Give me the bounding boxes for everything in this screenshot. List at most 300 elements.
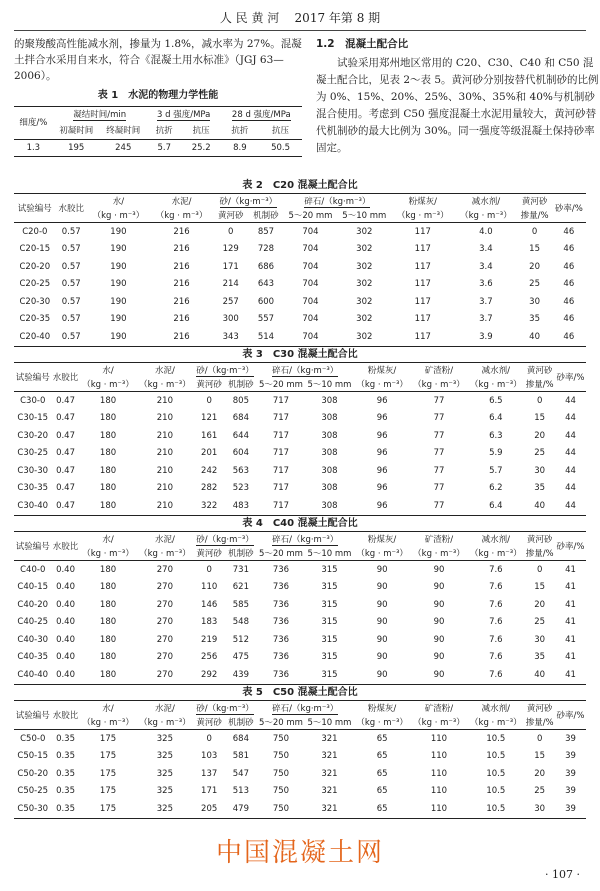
table-cell: 0.57 [61,226,81,237]
h-sand-sub: 机制砂 [228,718,254,728]
h-unit: （kg · m⁻³） [470,549,522,559]
table-cell: 684 [232,733,249,744]
h-flyash: 粉煤灰/ [367,535,397,545]
t1-sub-5: 抗压 [272,126,290,136]
table-cell: 325 [156,733,173,744]
h-yrsand: 黄河砂 [526,535,553,545]
table-cell: 20 [534,430,546,441]
table-row [14,748,586,766]
t1-sub-1: 终凝时间 [106,126,141,136]
table-cell: 46 [563,314,575,325]
table-cell: 190 [110,226,127,237]
h-stone-sub: 5～10 mm [307,549,352,559]
h-unit: （kg · m⁻³） [82,549,134,559]
table-cell: 96 [376,413,388,424]
h-reducer: 减水剂/ [481,704,511,714]
table-cell: 90 [376,669,388,680]
table-cell: 25 [534,786,546,797]
table-row [14,293,586,311]
table-row [14,666,586,684]
h-sand-text: 砂/（kg·m⁻³） [196,366,254,376]
table-cell: 325 [156,803,173,814]
table-cell: 3.4 [479,244,493,255]
table-cell: 321 [321,803,338,814]
table-cell: 77 [433,448,445,459]
table-cell: 121 [201,413,218,424]
table-cell: 523 [232,483,249,494]
h-cement: 水泥/ [154,704,175,714]
table-cell: 736 [272,634,290,645]
table-row [14,241,586,259]
table-cell: 65 [376,733,388,744]
table4-block [14,516,586,685]
table-cell: 548 [232,617,249,628]
table-cell: 475 [232,652,249,663]
table2-body [14,223,586,347]
h-unit: （kg · m⁻³） [460,211,512,221]
table-cell: 704 [302,279,319,290]
table-cell: 308 [321,500,338,511]
table3 [14,362,586,516]
table-cell: 90 [376,599,388,610]
table-cell: 180 [99,652,117,663]
h-sandratio: 砂率/% [554,204,583,214]
table-cell: 750 [272,768,290,779]
table-cell: 96 [376,500,388,511]
table-cell: C30-25 [17,448,49,459]
table5-block [14,685,586,819]
table-cell: 205 [201,803,218,814]
table-cell: 0.47 [56,483,75,494]
table-cell: 6.2 [489,483,503,494]
table3-body [14,392,586,516]
table-cell: 270 [156,617,173,628]
table-cell: C30-30 [17,465,49,476]
table-cell: 90 [433,582,445,593]
table-cell: 0.35 [56,733,75,744]
table-cell: 180 [99,430,117,441]
table-cell: 44 [565,500,576,511]
watermark: 中国混凝土网 [215,838,384,868]
table-cell: 325 [156,751,173,762]
table-cell: C30-0 [20,395,46,406]
table-cell: 175 [99,768,117,779]
h-sandratio: 砂率/% [556,542,585,552]
table-cell: 161 [201,430,218,441]
table-cell: C50-25 [17,786,49,797]
table-cell: 805 [232,395,249,406]
table-cell: 96 [376,430,388,441]
h-unit: （kg · m⁻³） [82,380,134,390]
table-cell: 41 [565,669,576,680]
table-cell: 65 [376,751,388,762]
table-cell: 44 [565,395,576,406]
table-cell: 717 [272,448,290,459]
table-cell: 684 [232,413,249,424]
table-cell: 0 [536,395,543,406]
table1 [14,106,302,157]
table5 [14,700,586,819]
table-cell: 7.6 [489,617,503,628]
right-column [316,36,600,157]
table-row [14,480,586,498]
table-cell: 7.6 [489,582,503,593]
t1-h-28d-text: 28 d 强度/MPa [231,110,291,120]
table-cell: 175 [99,786,117,797]
table-cell: 20 [529,261,540,272]
table-cell: C40-15 [17,582,49,593]
table-cell: 117 [414,279,431,290]
table-cell: 96 [376,395,388,406]
table-cell: 10.5 [486,768,506,779]
h-reducer: 减水剂/ [471,197,501,207]
table-cell: 46 [563,244,575,255]
table-cell: 585 [232,599,249,610]
table-cell: 321 [321,768,338,779]
table-cell: 180 [99,634,117,645]
table-cell: 41 [565,652,576,663]
h-water: 水/ [102,704,114,714]
table-cell: 219 [201,634,218,645]
table-cell: 15 [529,244,540,255]
table5-body [14,730,586,819]
h-stone [257,532,354,547]
table-cell: C20-0 [22,226,48,237]
table-cell: 190 [110,279,127,290]
table-cell: C40-35 [17,652,49,663]
table-cell: 728 [257,244,275,255]
table-cell: 563 [232,465,249,476]
table-cell: 270 [156,634,173,645]
h-sand-text: 砂/（kg·m⁻³） [196,535,254,545]
table-cell: 117 [414,314,431,325]
h-reducer: 减水剂/ [481,535,511,545]
h-yrsand2: 掺量/% [520,211,549,221]
table-cell: C50-15 [17,751,49,762]
table-cell: 302 [356,261,373,272]
table-cell: 257 [222,296,239,307]
table-cell: 704 [302,296,319,307]
table-cell: 210 [156,448,173,459]
h-sand-sub: 黄河砂 [217,211,244,221]
table-cell: 308 [321,483,338,494]
table-cell: 41 [565,582,576,593]
table-cell: 547 [232,768,249,779]
table-cell: 0.57 [61,261,81,272]
h-water: 水/ [102,366,114,376]
table-cell: 7.6 [489,634,503,645]
h-sand-text: 砂/（kg·m⁻³） [196,704,254,714]
table-cell: 25 [534,617,546,628]
h-unit: （kg · m⁻³） [413,718,465,728]
table-cell: 44 [565,430,576,441]
table-cell: C50-20 [17,768,49,779]
table-cell: 77 [433,430,445,441]
table-cell: 315 [321,564,338,575]
table-cell: 256 [201,652,218,663]
table-cell: 90 [376,564,388,575]
table-cell: 30 [534,634,546,645]
table-cell: 180 [99,669,117,680]
table-cell: 216 [173,314,190,325]
table-cell: 686 [257,261,275,272]
h-slag: 矿渣粉/ [424,535,454,545]
table-cell: 302 [356,279,373,290]
table-cell: 39 [565,786,576,797]
h-stone [257,363,354,378]
h-stone [257,701,354,716]
table-cell: 736 [272,669,290,680]
table-row [14,631,586,649]
table-cell: 10.5 [486,786,506,797]
table-row [14,730,586,748]
table-cell: 0 [228,226,234,237]
table-cell: 41 [565,599,576,610]
table-cell: 44 [565,483,576,494]
left-paragraph: 的聚羧酸高性能减水剂，掺量为 1.8%，减水率为 27%。混凝土拌合水采用自来水，符合《混凝土用水标准》（JGJ 63—2006）。 [14,38,302,82]
table-cell: 308 [321,413,338,424]
table-cell: 90 [376,582,388,593]
table-cell: 180 [99,395,117,406]
table-cell: 44 [565,465,576,476]
table-row [14,223,586,241]
h-stone-sub: 5～20 mm [288,211,333,221]
table-cell: 10.5 [486,751,506,762]
h-id: 试验编号 [17,204,52,214]
table-cell: 0.40 [56,634,75,645]
issue-label: 2017 年第 8 期 [294,11,381,25]
table-cell: 25 [534,448,546,459]
table-cell: 6.4 [489,413,503,424]
table-cell: 0.40 [56,582,75,593]
table-row [14,561,586,579]
table3-block [14,347,586,516]
table-cell: 736 [272,582,290,593]
h-stone-sub: 5～10 mm [307,380,352,390]
table-cell: 0.57 [61,314,81,325]
table-cell: 216 [173,296,190,307]
table-cell: 7.6 [489,564,503,575]
table-cell: 7.6 [489,652,503,663]
h-unit: （kg · m⁻³） [470,718,522,728]
h-flyash: 粉煤灰/ [367,366,397,376]
h-flyash: 粉煤灰/ [367,704,397,714]
table-cell: 270 [156,599,173,610]
table-cell: C40-30 [17,634,49,645]
table-cell: 7.6 [489,599,503,610]
table-cell: 216 [173,261,190,272]
h-stone-sub: 5～10 mm [307,718,352,728]
section-heading: 1.2 混凝土配合比 [316,38,409,50]
table-cell: 90 [376,617,388,628]
table-cell: 171 [222,261,239,272]
h-sand [213,194,283,209]
table-cell: 322 [201,500,218,511]
table-cell: 90 [433,652,445,663]
table-cell: 750 [272,803,290,814]
table-cell: 302 [356,314,373,325]
table-cell: 77 [433,483,445,494]
table-cell: 0.35 [56,786,75,797]
table-cell: 110 [430,786,448,797]
table-cell: 44 [565,413,576,424]
table-row [14,579,586,597]
table-cell: 180 [99,617,117,628]
table-cell: 190 [110,314,127,325]
h-stone-sub: 5～10 mm [342,211,387,221]
table-cell: 704 [302,261,319,272]
table-cell: 96 [376,465,388,476]
table-cell: 0 [206,733,212,744]
table-cell: 15 [534,582,546,593]
table-cell: 479 [232,803,249,814]
h-unit: （kg · m⁻³） [413,380,465,390]
h-stone-sub: 5～20 mm [258,718,303,728]
table-cell: 483 [232,500,249,511]
table-cell: 302 [356,226,373,237]
table-cell: 750 [272,751,290,762]
table-cell: 0.47 [56,430,75,441]
table-cell: 214 [222,279,239,290]
table-cell: 621 [232,582,249,593]
t1-h-setting-text: 凝结时间/min [73,110,127,120]
table-cell: 3.7 [479,296,493,307]
table-cell: 315 [321,669,338,680]
table-cell: 325 [156,768,173,779]
table2 [14,193,586,347]
table4-body [14,561,586,685]
table-cell: 0.40 [56,599,75,610]
table-cell: 171 [201,786,218,797]
h-unit: （kg · m⁻³） [155,211,208,221]
table-cell: 343 [222,331,239,342]
table-cell: 117 [414,296,431,307]
table-cell: 717 [272,500,290,511]
page-number: · 107 · [545,868,580,881]
h-id: 试验编号 [15,711,50,721]
t1-h-3d-text: 3 d 强度/MPa [157,110,211,120]
table-cell: 0.35 [56,751,75,762]
table-cell: 704 [302,314,319,325]
table-cell: 210 [156,430,173,441]
table-cell: 20 [534,599,546,610]
h-id: 试验编号 [15,373,50,383]
table-cell: 210 [156,500,173,511]
table-cell: 180 [99,465,117,476]
t1-sub-4: 抗折 [231,126,249,136]
h-wc: 水胶比 [52,711,79,721]
h-yrsand: 黄河砂 [526,366,553,376]
table-cell: 190 [110,296,127,307]
h-sand-sub: 机制砂 [228,549,254,559]
table-cell: 180 [99,483,117,494]
table-cell: 39 [565,733,576,744]
table-cell: 0.40 [56,564,75,575]
table-cell: 90 [433,669,445,680]
table-cell: 4.0 [479,226,493,237]
t1-sub-3: 抗压 [192,126,210,136]
h-yrsand: 黄河砂 [521,197,548,207]
table-cell: 717 [272,395,290,406]
table-cell: 0 [536,733,543,744]
table-cell: 175 [99,733,117,744]
right-paragraph: 试验采用郑州地区常用的 C20、C30、C40 和 C50 混凝土配合比，见表 2～表 5。黄河砂分别按替代机制砂的比例为 0%、15%、20%、25%、30%、35%和 40%与机制砂混合使用。考虑到 C50 强度混凝土水泥用量较大，黄河砂替代机制砂的最大比例为 30%。同一强度等级混凝土保持砂率固定。 [316,57,599,154]
table-cell: 90 [433,564,445,575]
table-cell: 0.47 [56,465,75,476]
table-cell: 736 [272,564,290,575]
h-stone-text: 碎石/（kg·m⁻³） [304,197,371,207]
table-cell: 65 [376,786,388,797]
table-cell: 46 [563,226,575,237]
table-row [14,614,586,632]
table-cell: 46 [563,279,575,290]
h-unit: （kg · m⁻³） [139,718,191,728]
table-cell: 15 [534,413,546,424]
table-cell: 216 [173,331,190,342]
table-cell: 10.5 [486,803,506,814]
table-cell: 110 [430,751,448,762]
table-cell: 704 [302,226,319,237]
table-cell: 110 [430,768,448,779]
table-cell: C20-20 [19,261,51,272]
t1-cell: 50.5 [271,143,290,153]
table-cell: C30-35 [17,483,49,494]
table-cell: 321 [321,733,338,744]
table-cell: 604 [232,448,249,459]
table-cell: 30 [534,465,546,476]
t1-cell: 8.9 [233,143,247,153]
table-cell: 46 [563,331,575,342]
table-cell: 180 [99,413,117,424]
table-cell: 180 [99,500,117,511]
table-cell: 581 [232,751,249,762]
h-stone-text: 碎石/（kg·m⁻³） [272,535,339,545]
table-row [14,462,586,480]
table-cell: 41 [565,634,576,645]
table-row [14,765,586,783]
table-cell: 315 [321,634,338,645]
table-cell: 750 [272,733,290,744]
h-yrsand2: 掺量/% [525,718,554,728]
table-cell: 736 [272,617,290,628]
table-cell: 46 [563,296,575,307]
table-cell: 44 [565,448,576,459]
table-cell: 6.3 [489,430,503,441]
table-cell: 96 [376,448,388,459]
table-cell: 90 [376,652,388,663]
table-row [14,258,586,276]
table-cell: 321 [321,751,338,762]
table-cell: 3.6 [479,279,493,290]
table-cell: 0.57 [61,296,81,307]
table-cell: 137 [201,768,218,779]
table-cell: 731 [232,564,249,575]
table-row [14,445,586,463]
table-cell: 513 [232,786,249,797]
t1-cell: 245 [115,143,132,153]
table-cell: 270 [156,669,173,680]
table-cell: 0 [531,226,538,237]
table-cell: 308 [321,430,338,441]
table-cell: 117 [414,331,431,342]
table-row [14,410,586,428]
table-cell: 0.47 [56,500,75,511]
table-cell: C40-40 [17,669,49,680]
table-cell: 110 [430,803,448,814]
table-cell: 20 [534,768,546,779]
h-wc: 水胶比 [52,542,79,552]
table-cell: 704 [302,244,319,255]
